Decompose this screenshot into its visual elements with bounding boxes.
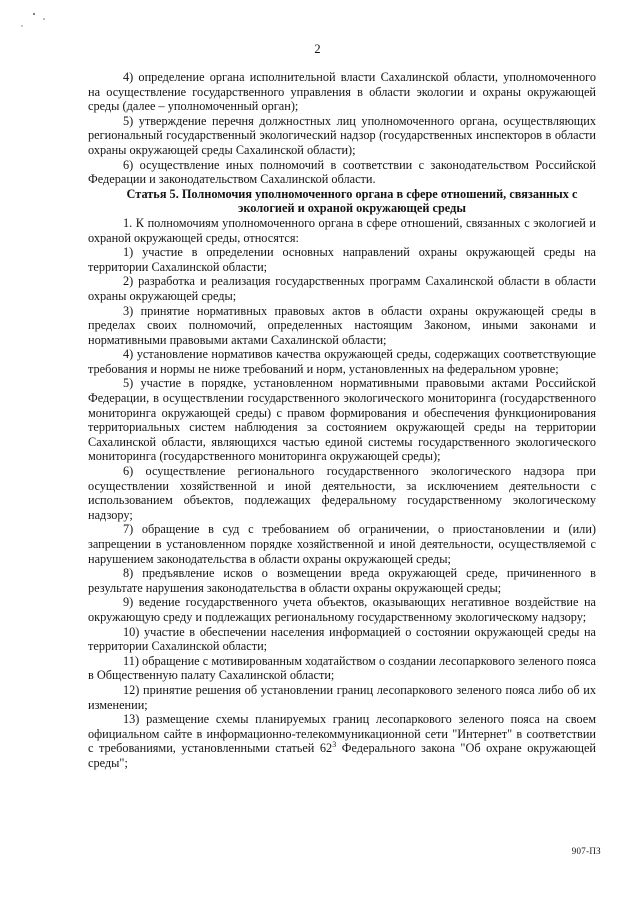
item-13-text-end: Федерального закона "Об охране окружающей среды"; — [88, 741, 596, 770]
list-item: 10) участие в обеспечении населения информацией о состоянии окружающей среды на территории Сахалинской области; — [88, 624, 596, 654]
list-item: 4) определение органа исполнительной власти Сахалинской области, уполномоченного на осуществление государственного управления в области экологии и охраны окружающей среды (далее – уполномоченный орган); — [88, 70, 596, 114]
item-13-superscript: 3 — [332, 740, 337, 750]
scan-specks — [0, 0, 70, 40]
list-item: 8) предъявление исков о возмещении вреда окружающей среде, причиненного в результате нарушения законодательства в области охраны окружающей среды; — [88, 566, 596, 595]
list-item: 3) принятие нормативных правовых актов в области охраны окружающей среды в пределах своих полномочий, определенных настоящим Законом, иными законами и нормативными правовыми актами Сахалинской области; — [88, 303, 596, 347]
document-code: 907-ПЗ — [571, 846, 601, 856]
list-item: 7) обращение в суд с требованием об ограничении, о приостановлении и (или) запрещении в установленном порядке хозяйственной и иной деятельности, осуществляемой с нарушением законодательства в области охраны окружающей среды; — [88, 522, 596, 566]
list-item-13 — [88, 712, 596, 770]
page-number: 2 — [314, 42, 321, 56]
article-intro: 1. К полномочиям уполномоченного органа в сфере отношений, связанных с экологией и охраной окружающей среды, относятся: — [88, 215, 596, 245]
list-item: 12) принятие решения об установлении границ лесопаркового зеленого пояса либо об их изменении; — [88, 682, 596, 712]
list-item: 1) участие в определении основных направлений охраны окружающей среды на территории Сахалинской области; — [88, 245, 596, 274]
list-item: 6) осуществление иных полномочий в соответствии с законодательством Российской Федерации и законодательством Сахалинской области. — [88, 157, 596, 187]
list-item: 5) участие в порядке, установленном нормативными правовыми актами Российской Федерации, в осуществлении государственного экологического мониторинга (государственного мониторинга окружающей среды) с правом формирования и обеспечения функционирования территориальных систем наблюдения за состоянием окружающей среды на территории Сахалинской области, являющихся частью единой системы государственного экологического мониторинга (государственного мониторинга окружающей среды); — [88, 376, 596, 464]
article-heading: Статья 5. Полномочия уполномоченного органа в сфере отношений, связанных с экологией и охраной окружающей среды — [126, 186, 578, 216]
list-item: 6) осуществление регионального государственного экологического надзора при осуществлении хозяйственной и иной деятельности, за исключением деятельности с использованием объектов, подлежащих федеральному государственному экологическому надзору; — [88, 464, 596, 522]
list-item: 11) обращение с мотивированным ходатайством о создании лесопаркового зеленого пояса в Общественную палату Сахалинской области; — [88, 653, 596, 683]
list-item: 2) разработка и реализация государственных программ Сахалинской области в области охраны окружающей среды; — [88, 274, 596, 303]
list-item: 9) ведение государственного учета объектов, оказывающих негативное воздействие на окружающую среду и подлежащих региональному государственному экологическому надзору; — [88, 595, 596, 624]
document-body — [88, 70, 596, 771]
list-item: 5) утверждение перечня должностных лиц уполномоченного органа, осуществляющих региональный государственный экологический надзор (государственных инспекторов в области охраны окружающей среды Сахалинской области); — [88, 113, 596, 157]
list-item: 4) установление нормативов качества окружающей среды, содержащих соответствующие требования и нормы не ниже требований и норм, установленных на федеральном уровне; — [88, 347, 596, 376]
item-13-text: 13) размещение схемы планируемых границ лесопаркового зеленого пояса на своем официальном сайте в информационно-телекоммуникационной сети "Интернет" в соответствии с требованиями, установленными статьей 62 — [88, 712, 596, 756]
